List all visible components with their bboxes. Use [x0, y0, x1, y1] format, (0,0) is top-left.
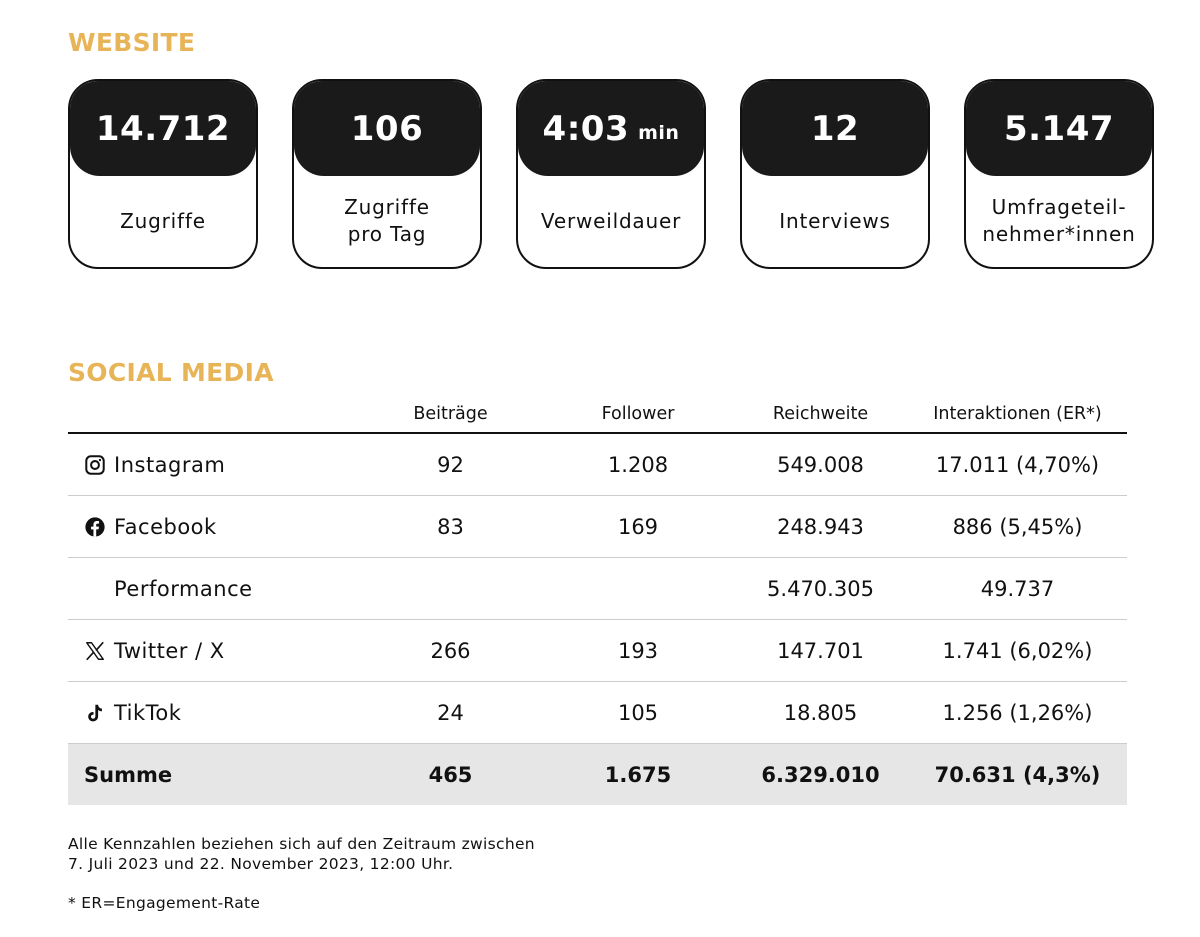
- interactions-cell: 49.737: [908, 558, 1127, 620]
- stat-value: [294, 81, 480, 176]
- table-header-row: [68, 396, 1127, 433]
- interactions-cell: 17.011 (4,70%): [908, 433, 1127, 496]
- platform-name: Performance: [114, 576, 253, 601]
- posts-cell: 83: [358, 496, 543, 558]
- stat-number: 14.712: [95, 108, 231, 149]
- tiktok-icon: [84, 702, 106, 724]
- stat-card-zugriffe-pro-tag: [292, 79, 482, 269]
- stat-number: 12: [810, 108, 860, 149]
- platform-name: Facebook: [114, 514, 217, 539]
- social-media-table: [68, 396, 1127, 805]
- footnote-engagement-rate: * ER=Engagement-Rate: [68, 894, 261, 912]
- interactions-cell: 1.256 (1,26%): [908, 682, 1127, 744]
- platform-cell: [68, 433, 358, 496]
- column-header-interaktionen: Interaktionen (ER*): [908, 396, 1127, 433]
- reach-cell: 5.470.305: [733, 558, 908, 620]
- platform-name: Instagram: [114, 452, 226, 477]
- facebook-icon: [84, 516, 106, 538]
- followers-cell: 1.208: [543, 433, 733, 496]
- platform-name: TikTok: [114, 700, 182, 725]
- stat-card-verweildauer: [516, 79, 706, 269]
- column-header-beitraege: Beiträge: [358, 396, 543, 433]
- posts-cell: 24: [358, 682, 543, 744]
- total-followers-cell: 1.675: [543, 744, 733, 806]
- stat-card-interviews: [740, 79, 930, 269]
- stat-card-zugriffe: [68, 79, 258, 269]
- reach-cell: 147.701: [733, 620, 908, 682]
- followers-cell: 169: [543, 496, 733, 558]
- stat-number: 106: [350, 108, 424, 149]
- total-label-cell: Summe: [68, 744, 358, 806]
- x-icon: [84, 640, 106, 662]
- instagram-icon: [84, 454, 106, 476]
- reach-cell: 18.805: [733, 682, 908, 744]
- column-header-reichweite: Reichweite: [733, 396, 908, 433]
- table-row-instagram: [68, 433, 1127, 496]
- table-row-facebook: [68, 496, 1127, 558]
- stat-label: Zugriffe pro Tag: [344, 195, 430, 246]
- posts-cell: 266: [358, 620, 543, 682]
- reach-cell: 248.943: [733, 496, 908, 558]
- reach-cell: 549.008: [733, 433, 908, 496]
- column-header-follower: Follower: [543, 396, 733, 433]
- table-row-tiktok: [68, 682, 1127, 744]
- stat-label: Umfrageteil- nehmer*innen: [982, 195, 1136, 246]
- platform-cell: [68, 496, 358, 558]
- stat-label: Zugriffe: [120, 208, 206, 233]
- table-row-summe: [68, 744, 1127, 806]
- stat-unit: min: [638, 121, 680, 144]
- stat-card-umfrageteilnehmer: [964, 79, 1154, 269]
- posts-cell: [358, 558, 543, 620]
- table-row-twitter: [68, 620, 1127, 682]
- platform-name: Twitter / X: [114, 638, 225, 663]
- interactions-cell: 886 (5,45%): [908, 496, 1127, 558]
- stat-number: 5.147: [1003, 108, 1115, 149]
- total-interactions-cell: 70.631 (4,3%): [908, 744, 1127, 806]
- followers-cell: 193: [543, 620, 733, 682]
- platform-cell: [68, 682, 358, 744]
- stat-value: [966, 81, 1152, 176]
- stat-label: Interviews: [779, 208, 891, 233]
- empty-icon-slot: [84, 578, 106, 600]
- column-header-platform: [68, 396, 358, 433]
- stat-value: [742, 81, 928, 176]
- table-row-performance: [68, 558, 1127, 620]
- platform-cell: [68, 558, 358, 620]
- footnote-period: Alle Kennzahlen beziehen sich auf den Zeitraum zwischen 7. Juli 2023 und 22. November 2023, 12:00 Uhr.: [68, 835, 535, 873]
- stat-number: 4:03: [542, 108, 630, 149]
- stat-value: [518, 81, 704, 176]
- platform-cell: [68, 620, 358, 682]
- stat-label: Verweildauer: [540, 208, 682, 233]
- interactions-cell: 1.741 (6,02%): [908, 620, 1127, 682]
- posts-cell: 92: [358, 433, 543, 496]
- total-reach-cell: 6.329.010: [733, 744, 908, 806]
- total-posts-cell: 465: [358, 744, 543, 806]
- website-heading: WEBSITE: [68, 28, 196, 57]
- followers-cell: [543, 558, 733, 620]
- social-media-heading: SOCIAL MEDIA: [68, 358, 274, 387]
- stat-value: [70, 81, 256, 176]
- followers-cell: 105: [543, 682, 733, 744]
